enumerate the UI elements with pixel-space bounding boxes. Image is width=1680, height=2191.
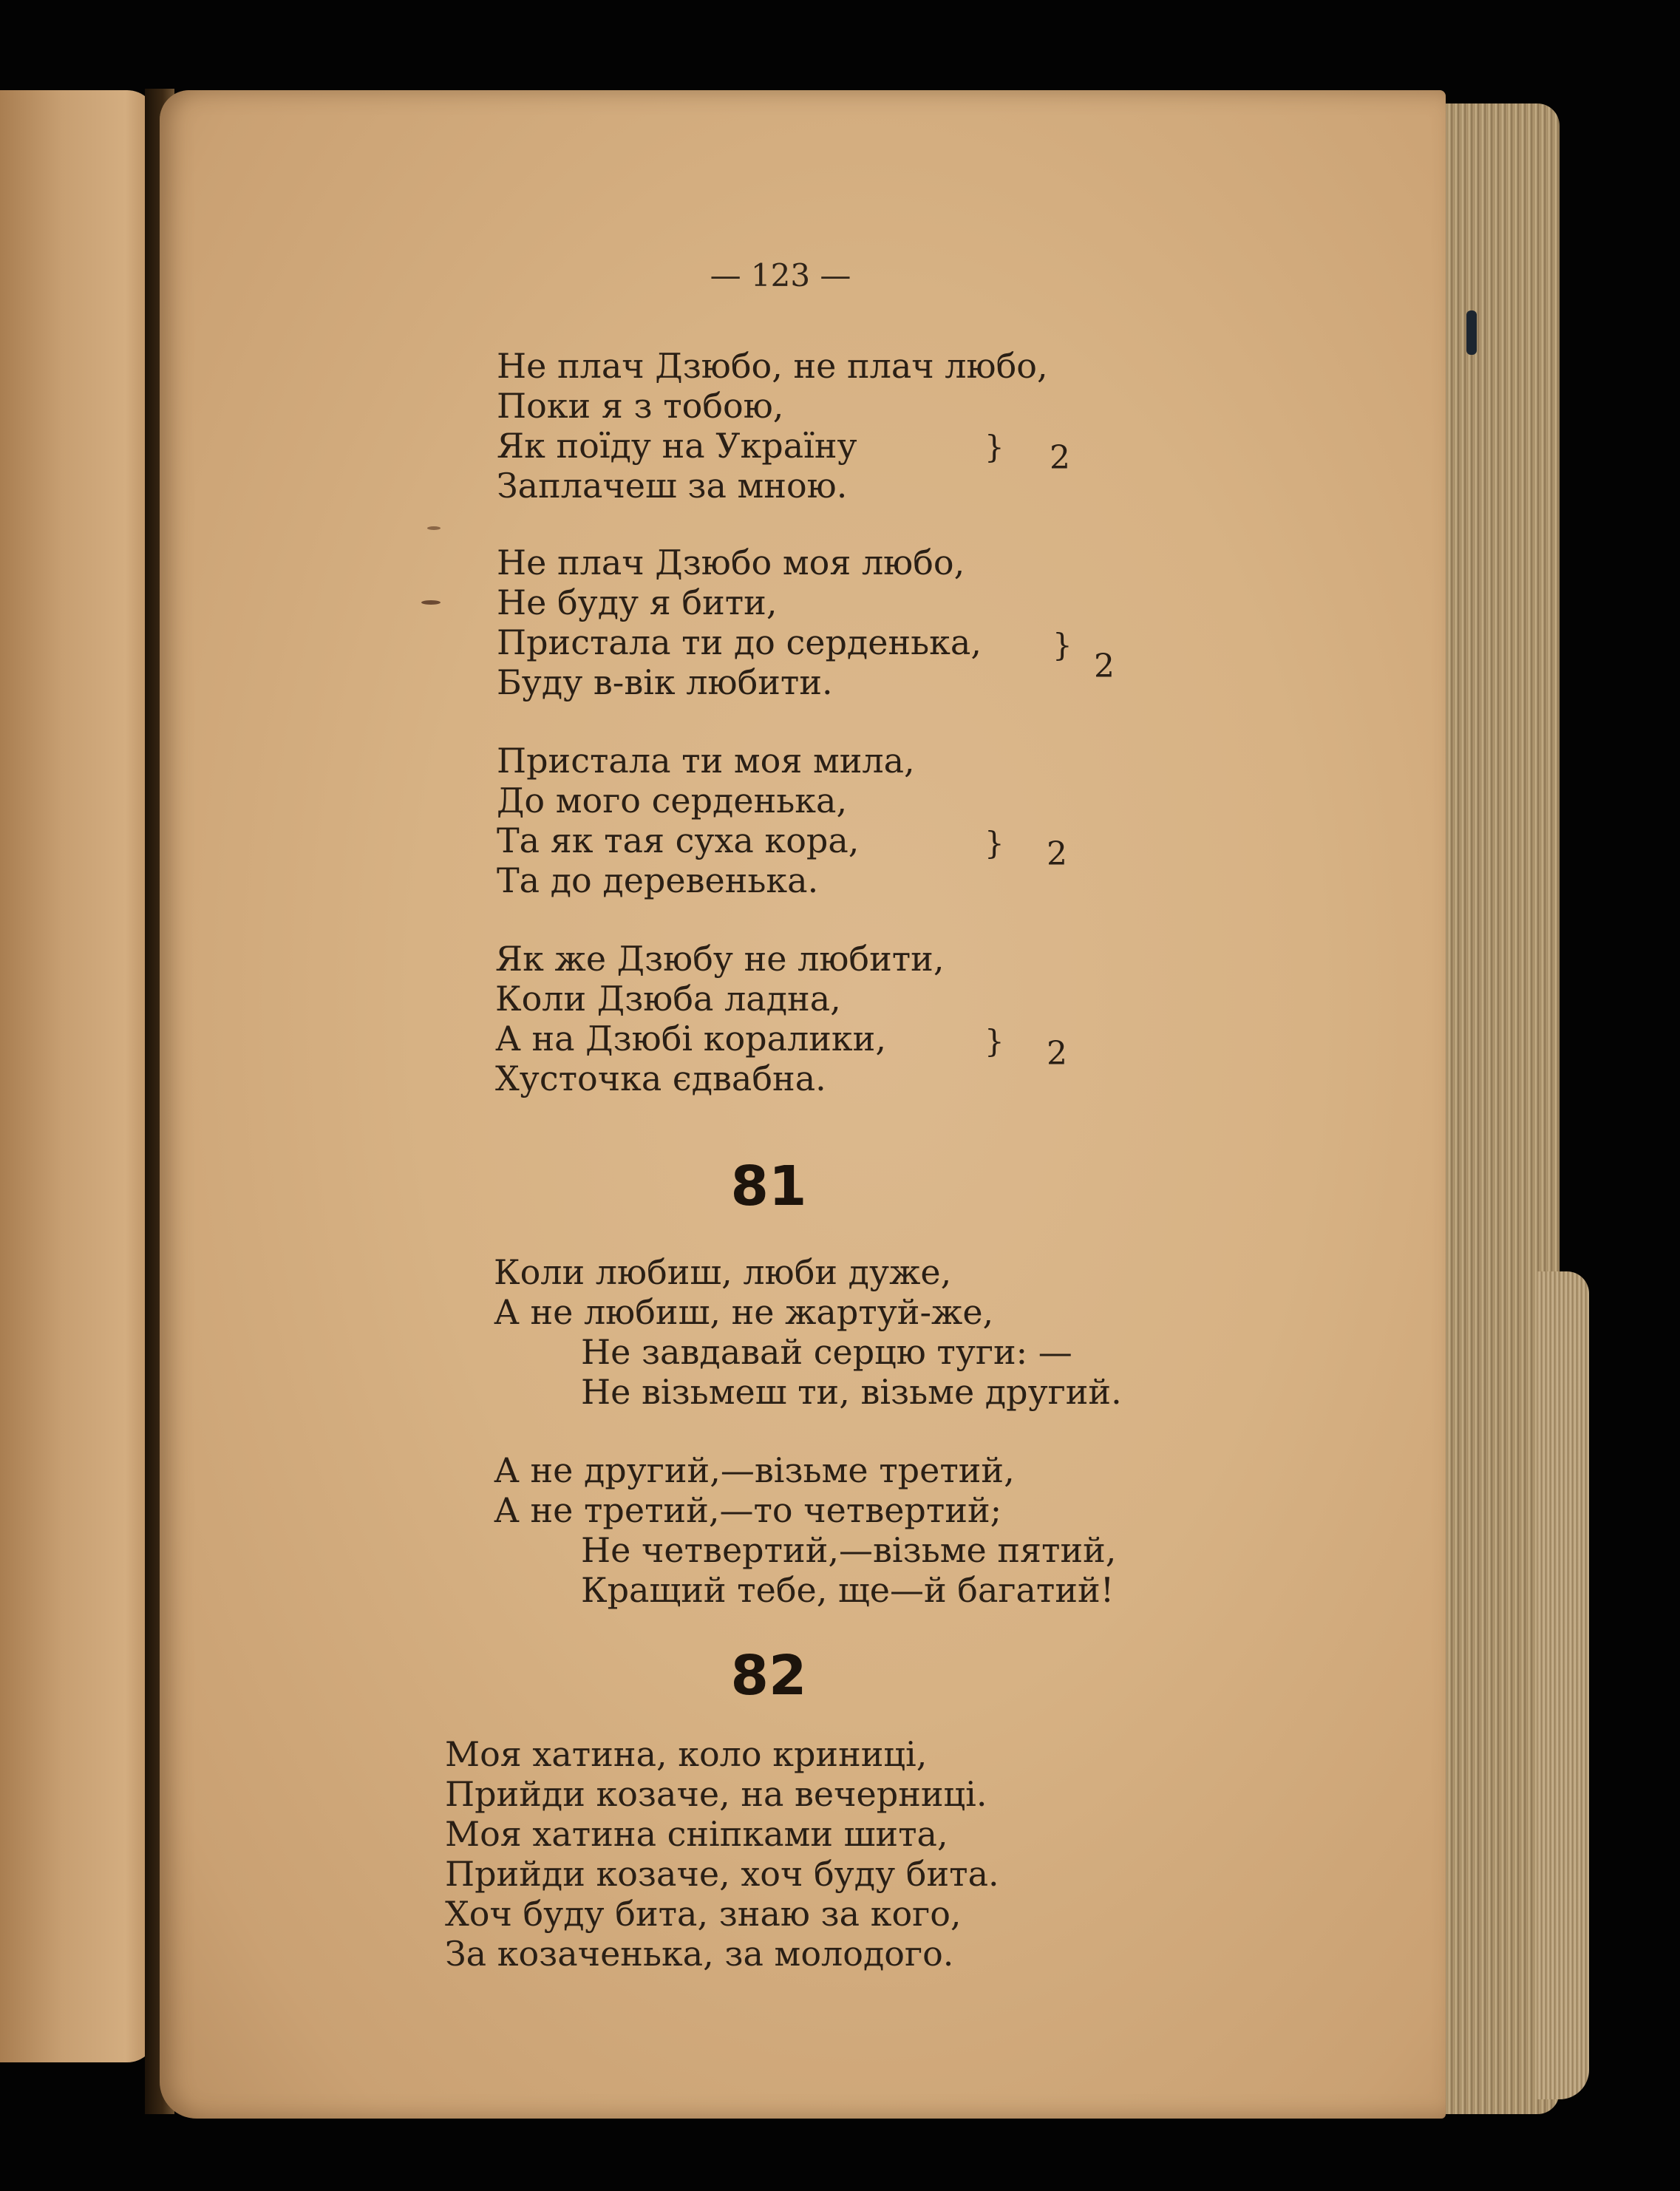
- verse-line: Моя хатина, коло криниці,: [445, 1734, 928, 1774]
- stanza-4: [495, 939, 944, 1098]
- page-mark: [427, 526, 441, 530]
- verse-line: Буду в-вік любити.: [497, 662, 833, 702]
- verse-line: Кращий тебе, ще—й багатий!: [581, 1570, 1115, 1610]
- page-number: — 123 —: [710, 257, 851, 293]
- verse-line: Пристала ти до серденька,: [497, 622, 982, 662]
- song81-stanza-1: [494, 1252, 1122, 1412]
- repeat-count: 2: [1050, 439, 1070, 477]
- verse-line: Коли любиш, люби дуже,: [494, 1252, 952, 1292]
- verse-line: Хусточка єдвабна.: [495, 1059, 826, 1098]
- repeat-count: 2: [1047, 1035, 1067, 1073]
- repeat-brace-icon: }: [1052, 627, 1072, 663]
- verse-line: Як поїду на Україну: [497, 426, 857, 466]
- verse-line: Не плач Дзюбо моя любо,: [497, 543, 965, 582]
- page-mark: [421, 600, 441, 605]
- repeat-brace-icon: }: [984, 429, 1004, 465]
- stanza-3: [497, 741, 915, 900]
- verse-line: Прийди козаче, хоч буду бита.: [445, 1854, 999, 1894]
- verse-line: Та як тая суха кора,: [497, 821, 860, 860]
- verse-line: Прийди козаче, на вечерниці.: [445, 1774, 987, 1814]
- verse-line: А не любиш, не жартуй-же,: [494, 1292, 994, 1332]
- verse-line: Поки я з тобою,: [497, 386, 784, 426]
- left-page: [0, 90, 157, 2062]
- stanza-2: [497, 543, 982, 702]
- ink-stain: [1466, 310, 1477, 355]
- verse-line: До мого серденька,: [497, 781, 848, 821]
- repeat-brace-icon: }: [984, 1023, 1004, 1059]
- verse-line: А не другий,—візьме третий,: [494, 1450, 1015, 1490]
- repeat-count: 2: [1094, 648, 1115, 685]
- stanza-1: [497, 346, 1048, 506]
- repeat-brace-icon: }: [984, 825, 1004, 861]
- repeat-count: 2: [1047, 835, 1067, 873]
- verse-line: А на Дзюбі коралики,: [495, 1019, 886, 1059]
- song-number-81: 81: [730, 1155, 807, 1218]
- song82-stanza: [445, 1734, 999, 1974]
- verse-line: Заплачеш за мною.: [497, 466, 848, 506]
- verse-line: Моя хатина сніпками шита,: [445, 1814, 948, 1854]
- song-number-82: 82: [730, 1644, 807, 1708]
- verse-line: А не третий,—то четвертий;: [494, 1490, 1002, 1530]
- song81-stanza-2: [494, 1450, 1116, 1610]
- verse-line: За козаченька, за молодого.: [445, 1934, 954, 1974]
- verse-line: Не візьмеш ти, візьме другий.: [581, 1372, 1122, 1412]
- verse-line: Не четвертий,—візьме пятий,: [581, 1530, 1117, 1570]
- verse-line: Пристала ти моя мила,: [497, 741, 915, 781]
- verse-line: Не плач Дзюбо, не плач любо,: [497, 346, 1048, 386]
- verse-line: Як же Дзюбу не любити,: [495, 939, 945, 979]
- verse-line: Коли Дзюба ладна,: [495, 979, 841, 1019]
- verse-line: Хоч буду бита, знаю за кого,: [445, 1894, 962, 1934]
- verse-line: Не завдавай серцю туги: —: [581, 1332, 1072, 1372]
- verse-line: Не буду я бити,: [497, 582, 778, 622]
- verse-line: Та до деревенька.: [497, 860, 819, 900]
- page-edges-lower: [1537, 1271, 1589, 2099]
